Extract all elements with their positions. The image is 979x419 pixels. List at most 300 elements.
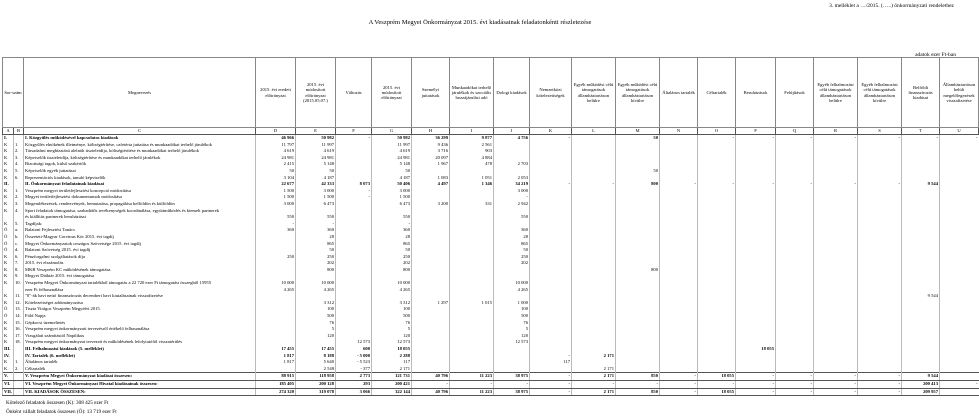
cell-r: - xyxy=(814,181,858,188)
cell-u xyxy=(940,227,979,234)
row-number: 2. xyxy=(14,194,24,201)
cell-o xyxy=(698,333,736,340)
row-number: 1. xyxy=(14,188,24,195)
cell-d: 1 817 xyxy=(256,353,296,360)
cell-m xyxy=(616,260,660,267)
cell-q xyxy=(776,194,814,201)
cell-p xyxy=(736,326,776,333)
cell-r xyxy=(814,313,858,320)
cell-g: 121 731 xyxy=(372,373,412,381)
cell-o: - xyxy=(698,135,736,142)
table-row xyxy=(3,247,979,254)
cell-t xyxy=(902,241,940,248)
cell-q xyxy=(776,161,814,168)
cell-n xyxy=(660,280,698,287)
cell-t xyxy=(902,273,940,280)
column-letters-row xyxy=(3,128,979,135)
cell-o xyxy=(698,214,736,221)
cell-j: 10 000 xyxy=(494,280,530,287)
column-letter: A xyxy=(3,128,14,135)
cell-r xyxy=(814,155,858,162)
cell-g: 6 473 xyxy=(372,201,412,208)
row-type xyxy=(3,287,14,294)
row-number: 5. xyxy=(14,221,24,228)
cell-g: 550 xyxy=(372,214,412,221)
cell-p xyxy=(736,188,776,195)
cell-k xyxy=(530,148,572,155)
cell-f xyxy=(336,214,372,221)
cell-j xyxy=(494,267,530,274)
cell-m xyxy=(616,280,660,287)
cell-r: - xyxy=(814,380,858,388)
cell-p: - xyxy=(736,388,776,396)
cell-q xyxy=(776,241,814,248)
cell-e: 4 265 xyxy=(296,287,336,294)
cell-q xyxy=(776,221,814,228)
cell-e xyxy=(296,293,336,300)
row-number xyxy=(14,346,24,353)
cell-j: - xyxy=(494,194,530,201)
cell-k xyxy=(530,155,572,162)
cell-i xyxy=(450,353,494,360)
row-number: c. xyxy=(14,241,24,248)
col-belfoldi: Belföldi finanszírozás kiadásai xyxy=(902,58,940,128)
cell-u xyxy=(940,388,979,396)
cell-p xyxy=(736,148,776,155)
header-row xyxy=(3,58,979,128)
cell-t xyxy=(902,260,940,267)
cell-g: 4 619 xyxy=(372,148,412,155)
cell-n xyxy=(660,366,698,373)
cell-g: 500 xyxy=(372,313,412,320)
row-number: 4. xyxy=(14,208,24,215)
cell-h xyxy=(412,339,450,346)
row-type: K xyxy=(3,293,14,300)
cell-o xyxy=(698,326,736,333)
cell-e: 17 455 xyxy=(296,346,336,353)
table-row xyxy=(3,273,979,280)
cell-p xyxy=(736,208,776,215)
row-label: III. Felhalmozási kiadások (5. melléklet) xyxy=(24,346,256,353)
cell-k: - xyxy=(530,388,572,396)
row-label: Céltartalék xyxy=(24,366,256,373)
table-row xyxy=(3,320,979,327)
cell-t xyxy=(902,148,940,155)
cell-p xyxy=(736,241,776,248)
cell-e: 76 xyxy=(296,320,336,327)
page-title: A Veszprém Megyei Önkormányzat 2015. évi kiadásainak feladatonkénti részletezése xyxy=(368,19,592,26)
cell-r: - xyxy=(814,388,858,396)
cell-s xyxy=(858,346,902,353)
cell-d xyxy=(256,333,296,340)
cell-h xyxy=(412,234,450,241)
cell-s xyxy=(858,175,902,182)
cell-n xyxy=(660,168,698,175)
cell-p xyxy=(736,280,776,287)
row-number: 6. xyxy=(14,254,24,261)
cell-j xyxy=(494,208,530,215)
cell-e: 8 188 xyxy=(296,353,336,360)
row-type: K xyxy=(3,339,14,346)
cell-k xyxy=(530,300,572,307)
cell-k xyxy=(530,194,572,201)
cell-j: 550 xyxy=(494,214,530,221)
cell-l xyxy=(572,339,616,346)
cell-i xyxy=(450,221,494,228)
cell-s xyxy=(858,201,902,208)
cell-r xyxy=(814,214,858,221)
col-szemelyi: Személyi juttatások xyxy=(412,58,450,128)
cell-r xyxy=(814,293,858,300)
cell-d: 2 415 xyxy=(256,161,296,168)
column-letter: P xyxy=(736,128,776,135)
cell-k: - xyxy=(530,181,572,188)
cell-i xyxy=(450,287,494,294)
cell-u xyxy=(940,161,979,168)
col-altalanos: Általános tartalék xyxy=(660,58,698,128)
row-number: 1. xyxy=(14,359,24,366)
cell-t xyxy=(902,214,940,221)
column-letter: L xyxy=(572,128,616,135)
cell-s: - xyxy=(858,181,902,188)
table-row xyxy=(3,214,979,221)
col-valtozas: Változás xyxy=(336,58,372,128)
column-letter: G xyxy=(372,128,412,135)
cell-o xyxy=(698,175,736,182)
cell-o xyxy=(698,320,736,327)
cell-g: 120 xyxy=(372,333,412,340)
cell-h: 40 796 xyxy=(412,373,450,381)
cell-j: 250 xyxy=(494,254,530,261)
cell-t: 200 413 xyxy=(902,380,940,388)
cell-i: 903 xyxy=(450,148,494,155)
cell-e: 3 000 xyxy=(296,188,336,195)
cell-h xyxy=(412,353,450,360)
cell-k xyxy=(530,293,572,300)
cell-s: - xyxy=(858,373,902,381)
cell-l xyxy=(572,280,616,287)
table-row xyxy=(3,155,979,162)
row-type: K xyxy=(3,260,14,267)
cell-q xyxy=(776,201,814,208)
cell-n xyxy=(660,241,698,248)
cell-d xyxy=(256,300,296,307)
cell-r xyxy=(814,188,858,195)
cell-h xyxy=(412,306,450,313)
cell-m xyxy=(616,313,660,320)
cell-s xyxy=(858,260,902,267)
cell-q xyxy=(776,247,814,254)
row-label: V. Veszprém Megyei Önkormányzat kiadásai összesen: xyxy=(24,373,256,381)
row-label: Veszprém megyei területfejlesztési koncepció módosítása xyxy=(24,188,256,195)
cell-j: 34 219 xyxy=(494,181,530,188)
cell-g: 200 421 xyxy=(372,380,412,388)
cell-s xyxy=(858,221,902,228)
cell-f: - 5 523 xyxy=(336,359,372,366)
cell-j: 12 573 xyxy=(494,339,530,346)
table-row xyxy=(3,326,979,333)
table-row xyxy=(3,201,979,208)
cell-u xyxy=(940,214,979,221)
cell-e: 100 xyxy=(296,306,336,313)
table-row xyxy=(3,280,979,287)
row-type: IV. xyxy=(3,353,14,360)
cell-p xyxy=(736,306,776,313)
cell-s xyxy=(858,366,902,373)
row-type: I. xyxy=(3,135,14,142)
row-number: 4. xyxy=(14,161,24,168)
cell-f xyxy=(336,142,372,149)
cell-p xyxy=(736,339,776,346)
row-label: Balatoni Fejlesztési Tanács xyxy=(24,227,256,234)
cell-k: - xyxy=(530,135,572,142)
cell-l xyxy=(572,227,616,234)
cell-f xyxy=(336,161,372,168)
cell-j xyxy=(494,346,530,353)
cell-g: 50 xyxy=(372,247,412,254)
cell-s xyxy=(858,320,902,327)
cell-k xyxy=(530,346,572,353)
cell-t xyxy=(902,320,940,327)
cell-i: 4 884 xyxy=(450,155,494,162)
cell-j xyxy=(494,353,530,360)
row-label: I. Közgyűlés működésével kapcsolatos kiadások xyxy=(24,135,256,142)
cell-f xyxy=(336,247,372,254)
cell-d xyxy=(256,366,296,373)
cell-d: 17 455 xyxy=(256,346,296,353)
cell-t: - xyxy=(902,135,940,142)
cell-s xyxy=(858,227,902,234)
cell-m xyxy=(616,241,660,248)
cell-n xyxy=(660,135,698,142)
footer-onkent: Önként vállalt feladatok összesen (Ö): 13 719 ezer Ft xyxy=(6,409,117,415)
cell-i xyxy=(450,194,494,201)
cell-l xyxy=(572,142,616,149)
cell-i: 9 877 xyxy=(450,135,494,142)
cell-o xyxy=(698,194,736,201)
cell-d xyxy=(256,273,296,280)
cell-i: 478 xyxy=(450,161,494,168)
cell-d: 24 981 xyxy=(256,155,296,162)
cell-m xyxy=(616,366,660,373)
cell-q xyxy=(776,273,814,280)
cell-u xyxy=(940,333,979,340)
row-label: Tiszta Virágos Veszprém Megyéért 2015. xyxy=(24,306,256,313)
cell-i: 1 015 xyxy=(450,300,494,307)
cell-g xyxy=(372,208,412,215)
cell-o xyxy=(698,260,736,267)
cell-f xyxy=(336,168,372,175)
cell-k xyxy=(530,214,572,221)
cell-s xyxy=(858,148,902,155)
cell-u xyxy=(940,339,979,346)
cell-g: 10 000 xyxy=(372,280,412,287)
cell-j: 28 xyxy=(494,234,530,241)
row-type: Ö xyxy=(3,241,14,248)
row-label: ezer Ft felhasználása xyxy=(24,287,256,294)
col-dologi: Dologi kiadások xyxy=(494,58,530,128)
row-number: d. xyxy=(14,247,24,254)
cell-q xyxy=(776,142,814,149)
row-number: 2. xyxy=(14,148,24,155)
cell-k: 117 xyxy=(530,359,572,366)
cell-o xyxy=(698,168,736,175)
cell-r xyxy=(814,287,858,294)
cell-n xyxy=(660,221,698,228)
cell-g: 5 xyxy=(372,326,412,333)
cell-l xyxy=(572,241,616,248)
cell-r xyxy=(814,254,858,261)
cell-o xyxy=(698,142,736,149)
cell-d xyxy=(256,234,296,241)
cell-h: 20 097 xyxy=(412,155,450,162)
unit-label: adatok ezer Ft-ban xyxy=(915,52,956,58)
cell-p xyxy=(736,273,776,280)
cell-s xyxy=(858,188,902,195)
cell-u xyxy=(940,247,979,254)
row-type: K xyxy=(3,366,14,373)
cell-g: 2 288 xyxy=(372,353,412,360)
cell-h xyxy=(412,214,450,221)
cell-n xyxy=(660,254,698,261)
cell-u xyxy=(940,175,979,182)
cell-i xyxy=(450,359,494,366)
cell-g: 12 573 xyxy=(372,339,412,346)
cell-u xyxy=(940,208,979,215)
cell-m xyxy=(616,208,660,215)
cell-k xyxy=(530,267,572,274)
cell-o xyxy=(698,280,736,287)
col-eredeti: 2015. évi eredeti előirányzat xyxy=(256,58,296,128)
cell-d xyxy=(256,320,296,327)
cell-m xyxy=(616,155,660,162)
cell-h xyxy=(412,366,450,373)
cell-q xyxy=(776,260,814,267)
cell-j: 2 942 xyxy=(494,201,530,208)
cell-l: - xyxy=(572,181,616,188)
row-label: Összetett-Magyar Corvinus Kör 2015. évi tagdíj xyxy=(24,234,256,241)
row-type: K xyxy=(3,208,14,215)
cell-u xyxy=(940,300,979,307)
cell-j: - xyxy=(494,380,530,388)
cell-p xyxy=(736,234,776,241)
row-type: K xyxy=(3,148,14,155)
cell-h xyxy=(412,280,450,287)
cell-e: 865 xyxy=(296,241,336,248)
cell-u xyxy=(940,373,979,381)
cell-j: 500 xyxy=(494,313,530,320)
cell-q: - xyxy=(776,373,814,381)
cell-j: 50 xyxy=(494,247,530,254)
cell-o xyxy=(698,155,736,162)
cell-u xyxy=(940,201,979,208)
cell-f xyxy=(336,201,372,208)
cell-d: 1 817 xyxy=(256,359,296,366)
cell-o xyxy=(698,353,736,360)
cell-r xyxy=(814,326,858,333)
cell-k xyxy=(530,175,572,182)
cell-g: 100 xyxy=(372,306,412,313)
cell-t xyxy=(902,254,940,261)
cell-n xyxy=(660,260,698,267)
column-letter: H xyxy=(412,128,450,135)
cell-t: 9 544 xyxy=(902,181,940,188)
row-label: Megyei Diáktár 2015. évi támogatása xyxy=(24,273,256,280)
cell-l xyxy=(572,208,616,215)
cell-g xyxy=(372,273,412,280)
cell-r xyxy=(814,359,858,366)
cell-r xyxy=(814,148,858,155)
cell-t xyxy=(902,326,940,333)
cell-o: - xyxy=(698,181,736,188)
cell-e: 5 xyxy=(296,326,336,333)
cell-s xyxy=(858,300,902,307)
table-row xyxy=(3,227,979,234)
cell-h: 36 299 xyxy=(412,135,450,142)
cell-h xyxy=(412,227,450,234)
row-type: K xyxy=(3,320,14,327)
row-number: 9. xyxy=(14,273,24,280)
row-label: Képviselők egyéb juttatásai xyxy=(24,168,256,175)
col-modositott: 2015. évi módosított előirányzat (2015.05.07.) xyxy=(296,58,336,128)
cell-e: 319 078 xyxy=(296,388,336,396)
cell-k xyxy=(530,247,572,254)
cell-q xyxy=(776,254,814,261)
cell-s xyxy=(858,208,902,215)
cell-e: 50 xyxy=(296,168,336,175)
cell-r xyxy=(814,366,858,373)
cell-i: 1 051 xyxy=(450,175,494,182)
cell-u xyxy=(940,280,979,287)
row-label: II. Önkormányzat feladatainak kiadásai xyxy=(24,181,256,188)
row-label: VI. Veszprém Megyei Önkormányzat Hivatal kiadásainak összesen: xyxy=(24,380,256,388)
cell-k xyxy=(530,287,572,294)
cell-h xyxy=(412,221,450,228)
cell-s xyxy=(858,353,902,360)
column-letter: U xyxy=(940,128,979,135)
table-row xyxy=(3,161,979,168)
cell-m xyxy=(616,353,660,360)
cell-f: - 377 xyxy=(336,366,372,373)
budget-table xyxy=(2,57,979,396)
cell-p xyxy=(736,194,776,201)
cell-m: 800 xyxy=(616,267,660,274)
cell-e: 118 958 xyxy=(296,373,336,381)
cell-n xyxy=(660,201,698,208)
cell-n xyxy=(660,267,698,274)
table-row xyxy=(3,359,979,366)
cell-q xyxy=(776,346,814,353)
row-type: VI. xyxy=(3,380,14,388)
cell-i xyxy=(450,313,494,320)
cell-t xyxy=(902,346,940,353)
cell-p: - xyxy=(736,373,776,381)
cell-p xyxy=(736,201,776,208)
cell-r xyxy=(814,241,858,248)
column-letter: I xyxy=(450,128,494,135)
cell-d: 50 xyxy=(256,168,296,175)
cell-f xyxy=(336,148,372,155)
cell-r xyxy=(814,227,858,234)
cell-m xyxy=(616,287,660,294)
row-number xyxy=(14,214,24,221)
cell-i xyxy=(450,320,494,327)
column-letter: J xyxy=(494,128,530,135)
cell-p xyxy=(736,359,776,366)
cell-p xyxy=(736,214,776,221)
column-letter: N xyxy=(660,128,698,135)
cell-s: - xyxy=(858,135,902,142)
